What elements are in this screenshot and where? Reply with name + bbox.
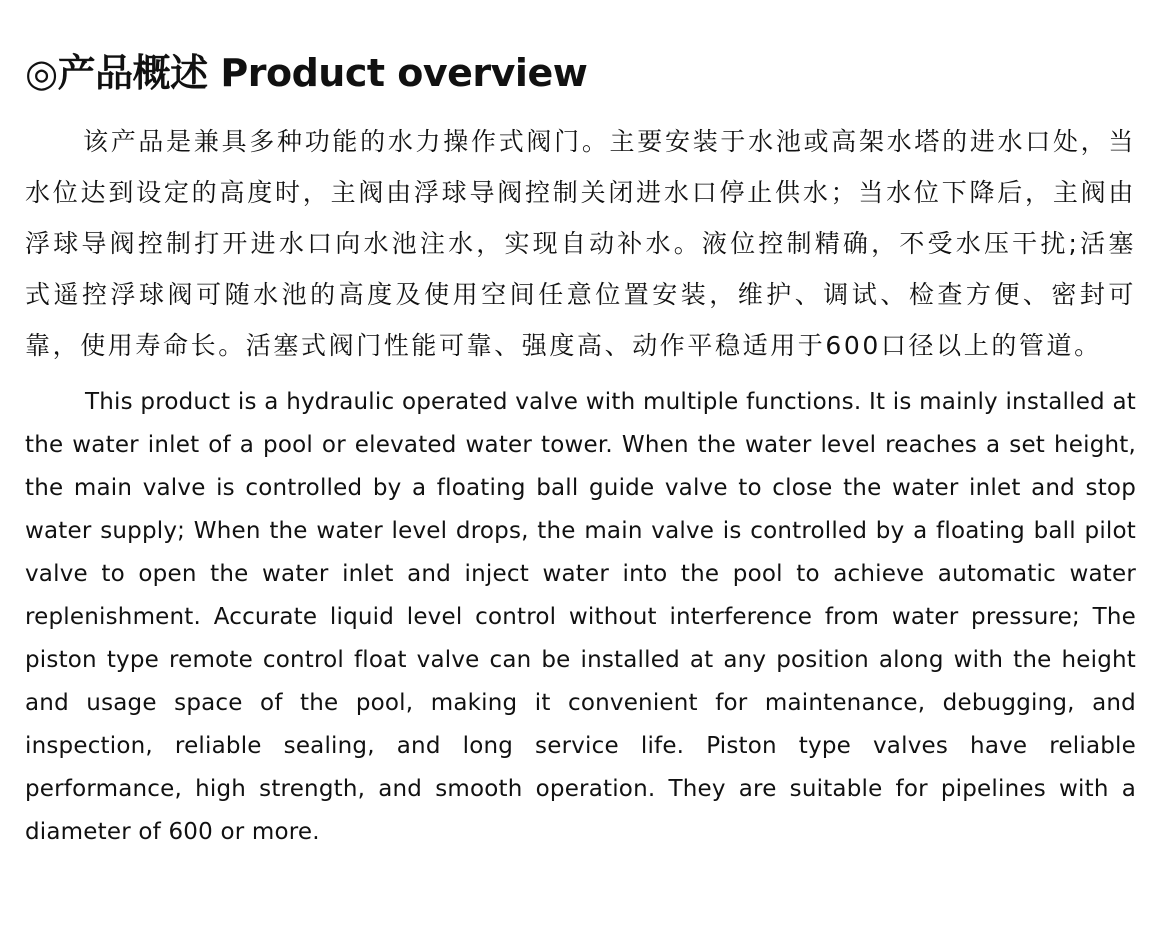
overview-paragraph-chinese: 该产品是兼具多种功能的水力操作式阀门。主要安装于水池或高架水塔的进水口处，当水位达到设定的高度时，主阀由浮球导阀控制关闭进水口停止供水；当水位下降后，主阀由浮球导阀控制打开进水口向水池注水，实现自动补水。液位控制精确，不受水压干扰;活塞式遥控浮球阀可随水池的高度及使用空间任意位置安装，维护、调试、检查方便、密封可靠，使用寿命长。活塞式阀门性能可靠、强度高、动作平稳适用于600口径以上的管道。 [25, 127, 1136, 360]
product-overview-section [25, 48, 1136, 854]
section-title: ◎产品概述 Product overview [25, 51, 588, 95]
overview-paragraph-english: This product is a hydraulic operated valve with multiple functions. It is mainly installed at the water inlet of a pool or elevated water tower. When the water level reaches a set height, the main valve is controlled by a floating ball guide valve to close the water inlet and stop water supply; When the water level drops, the main valve is controlled by a floating ball pilot valve to open the water inlet and inject water into the pool to achieve automatic water replenishment. Accurate liquid level control without interference from water pressure; The piston type remote control float valve can be installed at any position along with the height and usage space of the pool, making it convenient for maintenance, debugging, and inspection, reliable sealing, and long service life. Piston type valves have reliable performance, high strength, and smooth operation. They are suitable for pipelines with a diameter of 600 or more. [25, 389, 1136, 845]
